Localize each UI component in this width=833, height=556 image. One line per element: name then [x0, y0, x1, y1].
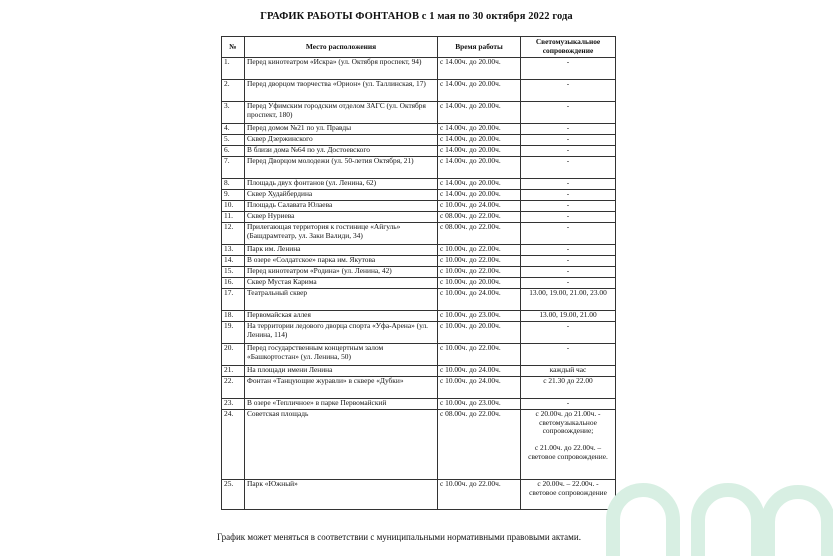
row-number: 22.	[222, 377, 245, 399]
row-music: -	[521, 102, 616, 124]
fountain-schedule-table	[221, 36, 616, 510]
row-music: -	[521, 80, 616, 102]
row-music: -	[521, 212, 616, 223]
row-place: Парк «Южный»	[245, 480, 438, 510]
table-row	[222, 322, 616, 344]
row-time: с 10.00ч. до 22.00ч.	[438, 256, 521, 267]
row-number: 10.	[222, 201, 245, 212]
row-place: Перед Дворцом молодежи (ул. 50-летия Октября, 21)	[245, 157, 438, 179]
row-music: -	[521, 135, 616, 146]
row-time: с 14.00ч. до 20.00ч.	[438, 146, 521, 157]
table-row	[222, 410, 616, 480]
table-row	[222, 135, 616, 146]
row-place: Первомайская аллея	[245, 311, 438, 322]
row-place: Парк им. Ленина	[245, 245, 438, 256]
table-row	[222, 267, 616, 278]
table-row	[222, 366, 616, 377]
table-row	[222, 157, 616, 179]
row-music: -	[521, 278, 616, 289]
row-place: Сквер Нуриева	[245, 212, 438, 223]
row-music: с 21.30 до 22.00	[521, 377, 616, 399]
row-number: 23.	[222, 399, 245, 410]
row-time: с 14.00ч. до 20.00ч.	[438, 80, 521, 102]
row-time: с 10.00ч. до 22.00ч.	[438, 480, 521, 510]
row-music: с 20.00ч. до 21.00ч. - светомузыкальное сопровождение; с 21.00ч. до 22.00ч. – световое сопровождение.	[521, 410, 616, 480]
document-title: ГРАФИК РАБОТЫ ФОНТАНОВ с 1 мая по 30 октября 2022 года	[260, 11, 573, 22]
row-number: 13.	[222, 245, 245, 256]
row-number: 15.	[222, 267, 245, 278]
row-place: На территории ледового дворца спорта «Уфа-Арена» (ул. Ленина, 114)	[245, 322, 438, 344]
row-number: 12.	[222, 223, 245, 245]
row-number: 19.	[222, 322, 245, 344]
row-place: Площадь двух фонтанов (ул. Ленина, 62)	[245, 179, 438, 190]
row-number: 4.	[222, 124, 245, 135]
row-number: 25.	[222, 480, 245, 510]
row-time: с 10.00ч. до 23.00ч.	[438, 399, 521, 410]
row-music: с 20.00ч. – 22.00ч. - световое сопровождение	[521, 480, 616, 510]
row-place: Театральный сквер	[245, 289, 438, 311]
row-number: 9.	[222, 190, 245, 201]
row-music: -	[521, 201, 616, 212]
table-row	[222, 146, 616, 157]
table-row	[222, 311, 616, 322]
row-music: каждый час	[521, 366, 616, 377]
row-time: с 08.00ч. до 22.00ч.	[438, 410, 521, 480]
row-number: 6.	[222, 146, 245, 157]
table-row	[222, 223, 616, 245]
table-row	[222, 212, 616, 223]
table-row	[222, 58, 616, 80]
row-number: 5.	[222, 135, 245, 146]
table-row	[222, 480, 616, 510]
row-time: с 08.00ч. до 22.00ч.	[438, 223, 521, 245]
table-row	[222, 124, 616, 135]
row-time: с 14.00ч. до 20.00ч.	[438, 157, 521, 179]
row-number: 7.	[222, 157, 245, 179]
row-place: Перед кинотеатром «Искра» (ул. Октября проспект, 94)	[245, 58, 438, 80]
row-time: с 14.00ч. до 20.00ч.	[438, 58, 521, 80]
footer-note: График может меняться в соответствии с муниципальными нормативными правовыми актами.	[217, 532, 581, 542]
row-time: с 14.00ч. до 20.00ч.	[438, 135, 521, 146]
table-row	[222, 289, 616, 311]
row-number: 8.	[222, 179, 245, 190]
row-time: с 10.00ч. до 22.00ч.	[438, 344, 521, 366]
row-time: с 14.00ч. до 20.00ч.	[438, 102, 521, 124]
row-time: с 14.00ч. до 20.00ч.	[438, 124, 521, 135]
row-time: с 10.00ч. до 20.00ч.	[438, 322, 521, 344]
column-header-music: Светомузыкальное сопровождение	[521, 37, 616, 58]
row-place: В озере «Тепличное» в парке Первомайский	[245, 399, 438, 410]
table-row	[222, 245, 616, 256]
row-number: 2.	[222, 80, 245, 102]
row-place: Перед дворцом творчества «Орион» (ул. Таллинская, 17)	[245, 80, 438, 102]
row-music: -	[521, 344, 616, 366]
row-place: Перед государственным концертным залом «Башкортостан» (ул. Ленина, 50)	[245, 344, 438, 366]
row-music: -	[521, 256, 616, 267]
row-number: 11.	[222, 212, 245, 223]
column-header-time: Время работы	[438, 37, 521, 58]
row-place: Сквер Мустая Карима	[245, 278, 438, 289]
row-music: -	[521, 399, 616, 410]
row-number: 18.	[222, 311, 245, 322]
row-music: -	[521, 179, 616, 190]
row-place: Перед домом №21 по ул. Правды	[245, 124, 438, 135]
row-time: с 10.00ч. до 24.00ч.	[438, 289, 521, 311]
row-time: с 08.00ч. до 22.00ч.	[438, 212, 521, 223]
table-header-row	[222, 37, 616, 58]
table-row	[222, 278, 616, 289]
row-place: Советская площадь	[245, 410, 438, 480]
row-music: 13.00, 19.00, 21.00	[521, 311, 616, 322]
row-time: с 10.00ч. до 22.00ч.	[438, 267, 521, 278]
row-number: 3.	[222, 102, 245, 124]
row-music: -	[521, 146, 616, 157]
row-place: Перед Уфимским городским отделом ЗАГС (ул. Октября проспект, 180)	[245, 102, 438, 124]
row-music: -	[521, 124, 616, 135]
table-row	[222, 344, 616, 366]
table-row	[222, 179, 616, 190]
row-number: 1.	[222, 58, 245, 80]
table-row	[222, 102, 616, 124]
row-place: Фонтан «Танцующие журавли» в сквере «Дубки»	[245, 377, 438, 399]
row-time: с 10.00ч. до 23.00ч.	[438, 311, 521, 322]
column-header-number: №	[222, 37, 245, 58]
row-place: На площади имени Ленина	[245, 366, 438, 377]
row-music: -	[521, 157, 616, 179]
row-music: -	[521, 322, 616, 344]
row-music: -	[521, 58, 616, 80]
row-place: Сквер Худайбердина	[245, 190, 438, 201]
table-row	[222, 190, 616, 201]
row-place: В озере «Солдатское» парка им. Якутова	[245, 256, 438, 267]
row-time: с 10.00ч. до 24.00ч.	[438, 377, 521, 399]
row-number: 17.	[222, 289, 245, 311]
row-place: Перед кинотеатром «Родина» (ул. Ленина, 42)	[245, 267, 438, 278]
table-row	[222, 399, 616, 410]
row-number: 16.	[222, 278, 245, 289]
table-row	[222, 377, 616, 399]
row-number: 14.	[222, 256, 245, 267]
row-number: 20.	[222, 344, 245, 366]
row-place: Площадь Салавата Юлаева	[245, 201, 438, 212]
table-row	[222, 256, 616, 267]
table-row	[222, 80, 616, 102]
row-music: -	[521, 223, 616, 245]
row-time: с 14.00ч. до 20.00ч.	[438, 190, 521, 201]
row-number: 21.	[222, 366, 245, 377]
row-place: В близи дома №64 по ул. Достоевского	[245, 146, 438, 157]
row-music: -	[521, 267, 616, 278]
row-place: Прилегающая территория к гостинице «Айгуль» (Башдрамтеатр, ул. Заки Валиди, 34)	[245, 223, 438, 245]
column-header-place: Место расположения	[245, 37, 438, 58]
row-time: с 10.00ч. до 24.00ч.	[438, 366, 521, 377]
row-time: с 10.00ч. до 24.00ч.	[438, 201, 521, 212]
row-number: 24.	[222, 410, 245, 480]
row-place: Сквер Дзержинского	[245, 135, 438, 146]
row-music: -	[521, 245, 616, 256]
row-music: 13.00, 19.00, 21.00, 23.00	[521, 289, 616, 311]
row-time: с 14.00ч. до 20.00ч.	[438, 179, 521, 190]
row-music: -	[521, 190, 616, 201]
row-time: с 10.00ч. до 22.00ч.	[438, 245, 521, 256]
table-row	[222, 201, 616, 212]
ufa-logo-watermark	[593, 470, 833, 556]
row-time: с 10.00ч. до 20.00ч.	[438, 278, 521, 289]
